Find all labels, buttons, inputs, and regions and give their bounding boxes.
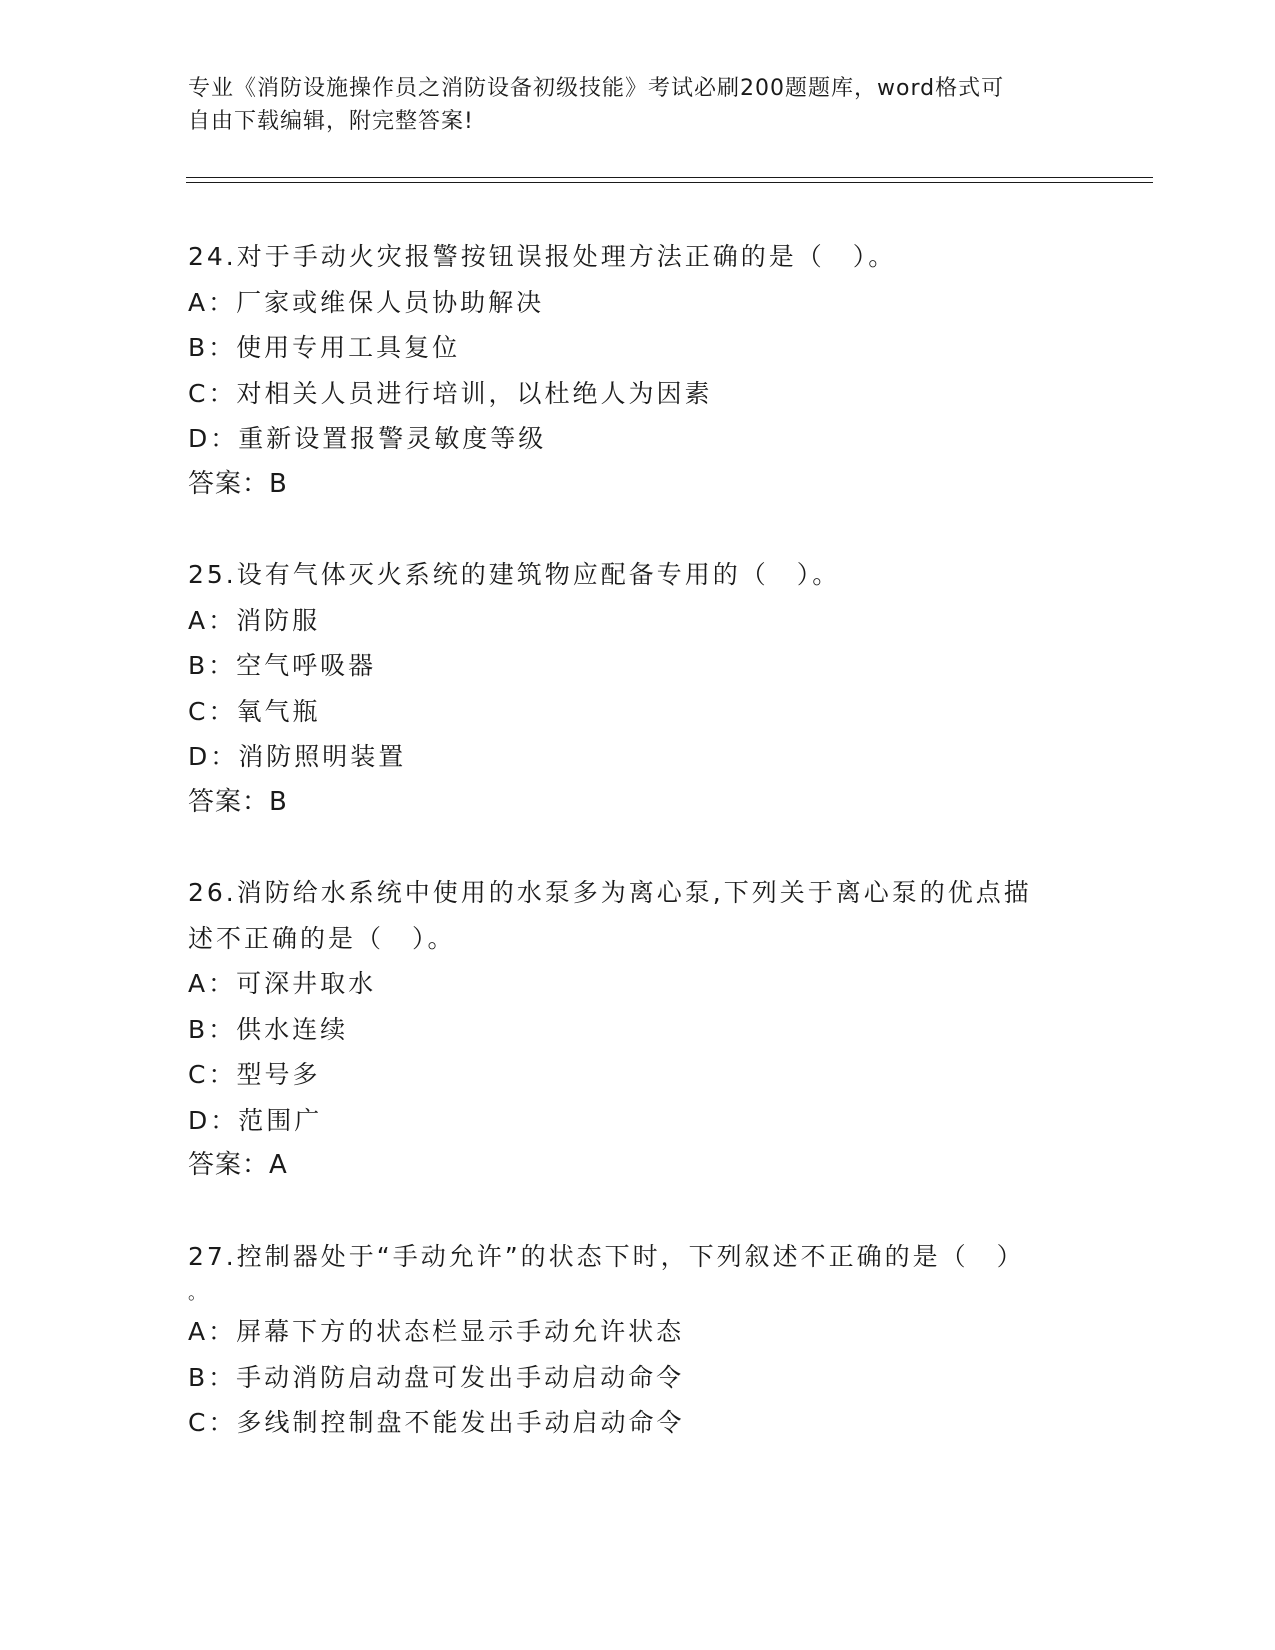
question-stem: 27.控制器处于“手动允许”的状态下时，下列叙述不正确的是（ ） <box>188 1241 1025 1271</box>
header-divider-bottom <box>186 182 1153 183</box>
question-stem: 24.对于手动火灾报警按钮误报处理方法正确的是（ ）。 <box>188 242 897 271</box>
option-a: A：可深井取水 <box>188 969 377 998</box>
question-27 <box>188 1234 1088 1446</box>
answer-line: 答案：B <box>188 786 288 817</box>
header-line-2: 自由下载编辑，附完整答案! <box>188 109 474 134</box>
question-list <box>188 234 1088 1491</box>
option-a: A：屏幕下方的状态栏显示手动允许状态 <box>188 1317 685 1346</box>
question-stem: 25.设有气体灭火系统的建筑物应配备专用的（ ）。 <box>188 560 841 589</box>
option-a: A：消防服 <box>188 605 321 635</box>
option-c: C：型号多 <box>188 1060 321 1089</box>
question-26 <box>188 870 1088 1189</box>
option-d: D：范围广 <box>188 1105 323 1135</box>
question-stem-line-2: 述不正确的是（ ）。 <box>188 923 456 953</box>
header-divider-top <box>186 177 1153 178</box>
header-line-1: 专业《消防设施操作员之消防设备初级技能》考试必刷200题题库，word格式可 <box>188 76 1005 101</box>
option-c: C：对相关人员进行培训，以杜绝人为因素 <box>188 378 713 408</box>
question-stem-tail: 。 <box>188 1283 206 1304</box>
option-b: B：使用专用工具复位 <box>188 333 461 362</box>
question-25 <box>188 552 1088 825</box>
option-d: D：重新设置报警灵敏度等级 <box>188 424 547 453</box>
option-b: B：手动消防启动盘可发出手动启动命令 <box>188 1362 685 1392</box>
option-c: C：多线制控制盘不能发出手动启动命令 <box>188 1408 685 1437</box>
option-a: A：厂家或维保人员协助解决 <box>188 287 545 317</box>
document-header <box>188 72 1088 138</box>
option-b: B：空气呼吸器 <box>188 651 377 680</box>
option-b: B：供水连续 <box>188 1014 349 1044</box>
option-d: D：消防照明装置 <box>188 742 407 771</box>
question-stem-line-1: 26.消防给水系统中使用的水泵多为离心泵,下列关于离心泵的优点描 <box>188 878 1032 907</box>
answer-line: 答案：B <box>188 468 288 499</box>
option-c: C：氧气瓶 <box>188 696 321 726</box>
question-24 <box>188 234 1088 507</box>
answer-line: 答案：A <box>188 1150 288 1180</box>
